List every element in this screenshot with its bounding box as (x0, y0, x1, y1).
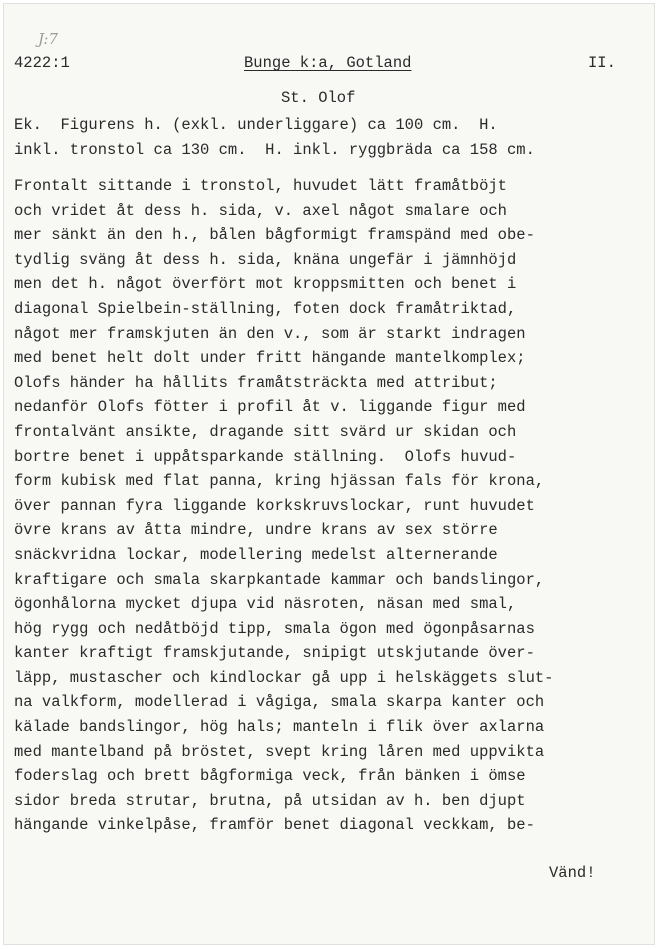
text-line: diagonal Spielbein-ställning, foten dock framåtriktad, (14, 299, 517, 318)
text-line: sidor breda strutar, brutna, på utsidan av h. ben djupt (14, 791, 526, 810)
text-line: med benet helt dolt under fritt hängande mantelkomplex; (14, 349, 526, 368)
text-line: frontalvänt ansikte, dragande sitt svärd ur skidan och (14, 422, 517, 441)
text-line: läpp, mustascher och kindlockar gå upp i helskäggets slut- (14, 668, 554, 687)
text-line: nedanför Olofs fötter i profil åt v. liggande figur med (14, 398, 526, 417)
text-line: kanter kraftigt framskjutande, snipigt utskjutande över- (14, 644, 535, 663)
text-line: Olofs händer ha hållits framåtsträckta med attribut; (14, 373, 498, 392)
measurements-paragraph (14, 113, 654, 162)
subject-title: St. Olof (281, 89, 356, 107)
text-line: Ek. Figurens h. (exkl. underliggare) ca 100 cm. H. (14, 116, 498, 134)
text-line: inkl. tronstol ca 130 cm. H. inkl. ryggbräda ca 158 cm. (14, 140, 535, 159)
text-line: tydlig sväng åt dess h. sida, knäna ungefär i jämnhöjd (14, 250, 517, 269)
text-line: snäckvridna lockar, modellering medelst alternerande (14, 545, 498, 564)
text-line: form kubisk med flat panna, kring hjässan fals för krona, (14, 472, 545, 491)
text-line: Frontalt sittande i tronstol, huvudet lätt framåtböjt (14, 177, 507, 195)
text-line: något mer framskjuten än den v., som är starkt indragen (14, 324, 526, 343)
text-line: bortre benet i uppåtsparkande ställning. Olofs huvud- (14, 447, 517, 466)
volume-number: II. (588, 54, 616, 72)
text-line: na valkform, modellerad i vågiga, smala skarpa kanter och (14, 693, 545, 712)
catalog-number: 4222:1 (14, 54, 70, 72)
pencil-mark: J:7 (38, 30, 59, 48)
text-line: övre krans av åtta mindre, undre krans av sex större (14, 521, 498, 540)
text-line: kälade bandslingor, hög hals; manteln i flik över axlarna (14, 718, 545, 737)
text-line: foderslag och brett bågformiga veck, från bänken i ömse (14, 767, 526, 786)
text-line: men det h. något överfört mot kroppsmitten och benet i (14, 275, 517, 294)
text-line: mer sänkt än den h., bålen bågformigt framspänd med obe- (14, 226, 535, 245)
index-card (3, 3, 655, 945)
description-paragraph (14, 174, 654, 838)
text-line: och vridet åt dess h. sida, v. axel något smalare och (14, 201, 507, 220)
text-line: med mantelband på bröstet, svept kring låren med uppvikta (14, 742, 545, 761)
text-line: ögonhålorna mycket djupa vid näsroten, näsan med smal, (14, 595, 517, 614)
text-line: över pannan fyra liggande korkskruvslockar, runt huvudet (14, 496, 535, 515)
text-line: kraftigare och smala skarpkantade kammar och bandslingor, (14, 570, 545, 589)
text-line: hög rygg och nedåtböjd tipp, smala ögon med ögonpåsarnas (14, 619, 535, 638)
turn-over-note: Vänd! (549, 864, 596, 882)
location-title: Bunge k:a, Gotland (244, 54, 412, 72)
text-line: hängande vinkelpåse, framför benet diagonal veckkam, be- (14, 816, 535, 835)
